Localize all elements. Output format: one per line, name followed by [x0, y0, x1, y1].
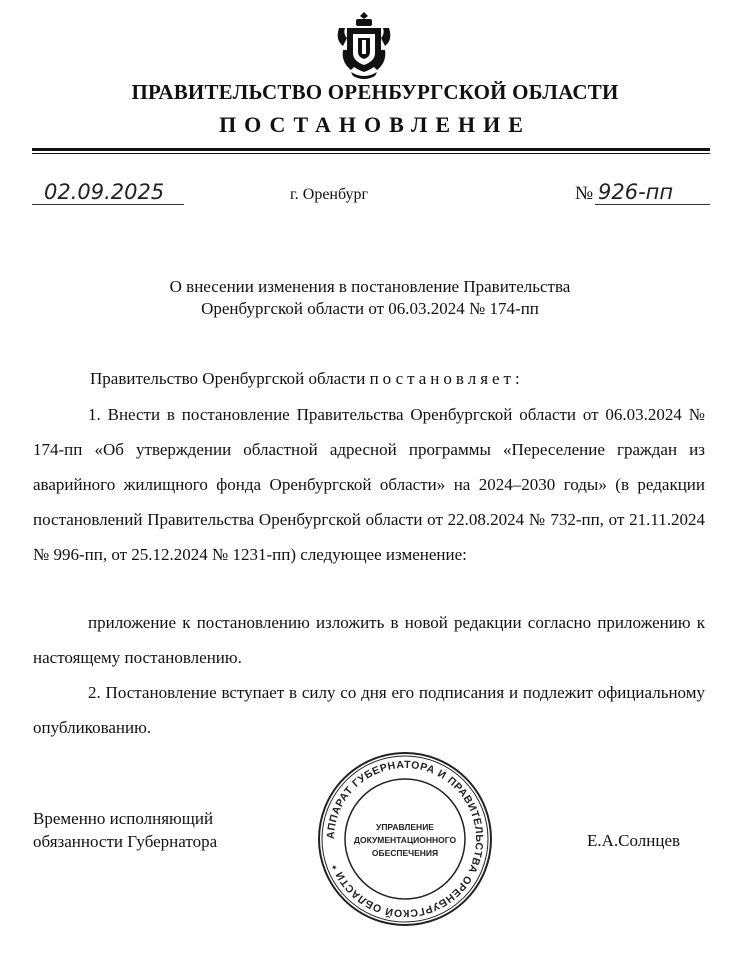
signer-title-line-2: обязанности Губернатора: [33, 832, 218, 851]
preamble-text: Правительство Оренбургской области: [90, 369, 366, 388]
date-underline: [32, 204, 184, 205]
document-date: 02.09.2025: [44, 180, 165, 204]
signer-name: Е.А.Солнцев: [587, 831, 681, 850]
number-label: №: [575, 183, 594, 204]
signer-title: [33, 807, 217, 853]
seal-center-line-2: ДОКУМЕНТАЦИОННОГО: [353, 835, 457, 845]
subject-line-1: О внесении изменения в постановление Правительства: [169, 277, 571, 296]
document-subject: [100, 276, 640, 320]
body-subitem-1: приложение к постановлению изложить в новой редакции согласно приложению к настоящему постановлению.: [33, 613, 705, 667]
preamble-verb: постановляет:: [369, 369, 524, 388]
number-underline: [595, 204, 710, 205]
document-number: 926-пп: [598, 180, 674, 204]
signer-title-line-1: Временно исполняющий: [33, 809, 214, 828]
document-city: г. Оренбург: [290, 186, 369, 203]
body-item-1: 1. Внести в постановление Правительства Оренбургской области от 06.03.2024 № 174-пп «Об утверждении областной адресной программы «Переселение граждан из аварийного жилищного фонда Оренбургской области» на 2024–2030 годы» (в редакции постановлений Правительства Оренбургской области от 22.08.2024 № 732-пп, от 21.11.2024 № 996-пп, от 25.12.2024 № 1231-пп) следующее изменение:: [33, 405, 705, 564]
document-type-title: ПОСТАНОВЛЕНИЕ: [219, 112, 531, 137]
coat-of-arms-icon: [333, 10, 395, 82]
seal-center-line-3: ОБЕСПЕЧЕНИЯ: [371, 848, 439, 858]
preamble: [90, 369, 524, 389]
seal-center-line-1: УПРАВЛЕНИЕ: [376, 822, 434, 832]
government-title: ПРАВИТЕЛЬСТВО ОРЕНБУРГСКОЙ ОБЛАСТИ: [131, 80, 619, 104]
official-seal: [314, 748, 496, 930]
header-rule-thick: [32, 148, 710, 151]
seal-ring-text: АППАРАТ ГУБЕРНАТОРА И ПРАВИТЕЛЬСТВА ОРЕНБУРГСКОЙ ОБЛАСТИ *: [324, 758, 486, 920]
subject-line-2: Оренбургской области от 06.03.2024 № 174-пп: [201, 299, 539, 318]
header-rule-thin: [32, 153, 710, 154]
body-item-2: 2. Постановление вступает в силу со дня его подписания и подлежит официальному опубликованию.: [33, 683, 705, 737]
